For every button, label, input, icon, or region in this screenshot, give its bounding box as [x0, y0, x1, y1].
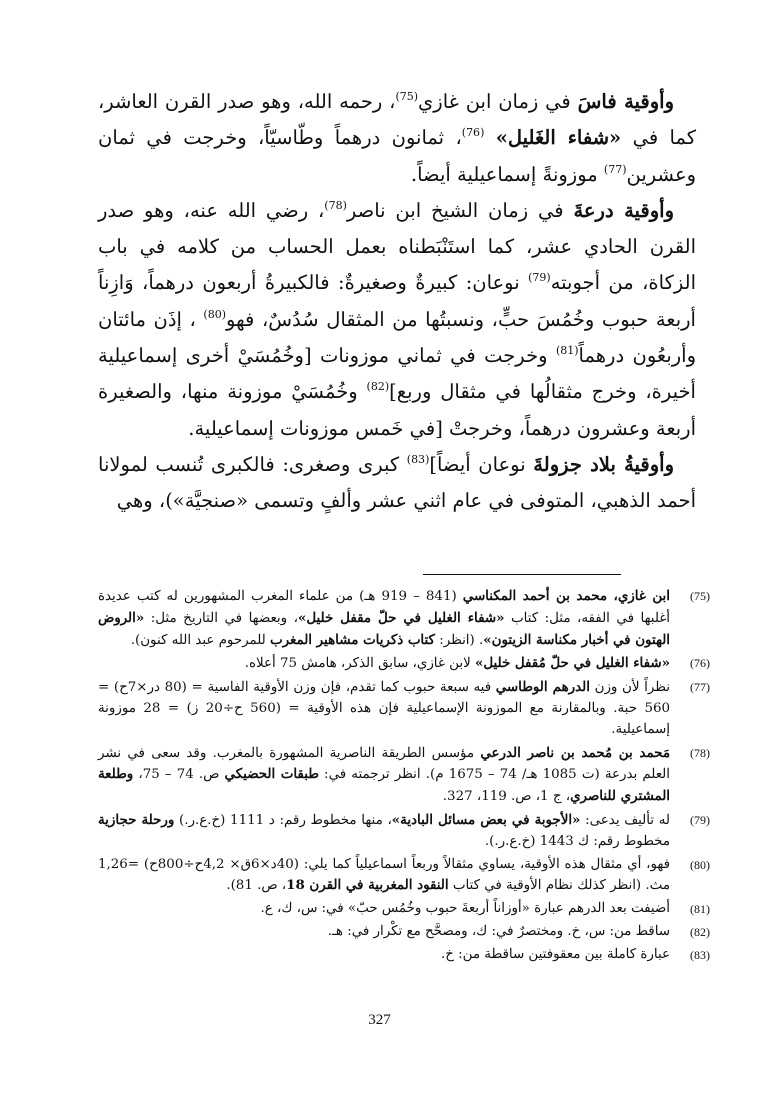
text-run: كبرى وصغرى: فالكبرى تُنسب لمولانا أحمد الذهبي، المتوفى في عام اثني عشر وألفٍ وتسمى «صنجيَّة»)، وهي	[98, 452, 696, 513]
bold-term: الدرهم الوطاسي	[495, 679, 590, 696]
footnote	[98, 899, 710, 920]
text-run: مؤسس الطريقة الناصرية المشهورة بالمغرب. وقد سعى في نشر العلم بدرعة (ت 1085 هـ/ 74 – 1675 م). انظر ترجمته في:	[98, 745, 670, 783]
footnote-number: (75)	[690, 589, 710, 603]
footnote-separator	[423, 574, 621, 575]
footnote-number: (80)	[690, 857, 710, 872]
text-run: نظراً لأن وزن	[589, 680, 671, 696]
paragraph	[98, 193, 696, 447]
text-run: ص. 74 – 75،	[133, 767, 225, 783]
text-run: لابن غازي، سابق الذكر، هامش 75 أعلاه.	[244, 656, 475, 672]
footnote-text	[98, 945, 670, 966]
bold-term: مَحمد بن مُحمد بن ناصر الدرعي	[480, 744, 670, 761]
footnote	[98, 855, 710, 898]
footnote-ref[interactable]: (83)	[406, 452, 430, 466]
footnote	[98, 810, 710, 853]
bold-term: «شفاء الغليل في حلّ مقفل خليل»	[297, 609, 505, 626]
text-run: ، رحمه الله، وهو صدر القرن العاشر، كما في	[98, 90, 697, 150]
bold-term: ابن غازي، محمد بن أحمد المكناسي	[462, 588, 671, 604]
footnote-number: (82)	[690, 924, 710, 939]
bold-term: «الروض الهتون في أخبار مكناسة الزيتون»	[98, 609, 670, 648]
text-run	[484, 126, 495, 149]
bold-term: «شفاء الغَليل»	[495, 126, 622, 150]
footnote-text	[98, 677, 670, 740]
text-run: عبارة كاملة بين معقوفتين ساقطة من: خ.	[441, 946, 670, 962]
footnote-ref[interactable]: (82)	[366, 380, 390, 394]
text-run: ، منها مخطوط رقم: د 1111 (خ.ع.ر.)	[174, 812, 392, 828]
text-run: ساقط من: س، خ. ومختصرٌ في: ك، ومصحَّح مع تكْرار في: هـ.	[327, 923, 670, 939]
text-run: له تأليف يدعى:	[580, 812, 670, 828]
bold-term: وطلعة المشتري للناصري	[98, 766, 670, 805]
text-run: نوعان: كبيرةٌ وصغيرةٌ: فالكبيرةُ أربعون درهماً، وَازِناً أربعة حبوب وخُمُسَ حبٍّ، ونسبتُها من المثقال سُدُسٌ، فهو	[98, 271, 696, 331]
text-run: في زمان ابن غازي	[418, 90, 578, 113]
bold-term: النقود المغربية في القرن 18	[286, 877, 449, 894]
text-run: ، وبعضها في التاريخ مثل:	[144, 610, 298, 626]
footnote	[98, 653, 710, 675]
footnote	[98, 945, 710, 966]
footnote-number: (79)	[690, 812, 710, 827]
text-run: أضيفت بعد الدرهم عبارة «أوزاناً أربعةَ حبوب وخُمُس حبّ» في: س، ك، ع.	[260, 901, 670, 917]
bold-term: كتاب ذكريات مشاهير المغرب	[270, 631, 435, 648]
paragraph	[98, 447, 696, 520]
bold-term: «الأجوبة في بعض مسائل البادية»	[391, 811, 581, 828]
text-run: ، إذَن مائتان وأربعُون درهماً	[98, 307, 697, 368]
text-run: فهو، أي مثقال هذه الأوقية، يساوي مثقالاً وربعاً اسماعيلياً كما يلي: (40د×6ق× 4,2ح÷800ح) =1,26 مث. (انظر كذلك نظام الأوقية في كتاب	[98, 856, 670, 894]
text-run: ، ص. 81).	[226, 878, 287, 894]
footnote-ref[interactable]: (77)	[603, 162, 627, 176]
footnote-text	[98, 810, 670, 853]
page-number: 327	[368, 1012, 391, 1028]
text-run: فيه سبعة حبوب كما تقدم، فإن وزن الأوقية الفاسية = (80 در×7ح) = 560 حبة. وبالمقارنة مع الموزونة الإسماعيلية فإن هذه الأوقية = (560 ح÷20 ز) = 28 موزونة إسماعيلية.	[98, 680, 671, 737]
text-run: للمرحوم عبد الله كنون).	[130, 632, 271, 648]
bold-term: وأوقيةُ بلاد جزولةَ	[533, 452, 674, 476]
bold-term: وأوقية فاسَ	[577, 90, 674, 113]
paragraph	[98, 84, 696, 193]
text-run: وخُمُسَيْ موزونة منها، والصغيرة أربعة وعشرون درهماً، وخرجتْ [في خَمس موزونات إسماعيلية.	[98, 380, 696, 440]
footnote-number: (81)	[690, 902, 710, 917]
footnote-number: (83)	[690, 947, 710, 962]
footnote-text	[98, 855, 670, 898]
footnote-text	[98, 922, 670, 943]
text-run: نوعان أيضاً]	[429, 452, 534, 476]
footnote-ref[interactable]: (80)	[203, 307, 226, 321]
text-run: وخرجت في ثماني موزونات [وخُمُسَيْ أخرى إسماعيلية أخيرة، وخرج مثقالُها في مثقال وربع]	[98, 344, 696, 404]
text-run: ، ثمانون درهماً وطّاسيّاً، وخرجت في ثمان وعشرين	[98, 126, 696, 186]
footnote-ref[interactable]: (81)	[555, 344, 579, 358]
bold-term: وأوقية درعةَ	[573, 198, 674, 222]
footnotes	[98, 586, 710, 968]
footnote	[98, 922, 710, 943]
bold-term: «شفاء الغليل في حلّ مُقفل خليل»	[474, 655, 670, 672]
text-run: ، ج 1، ص. 119، 327.	[442, 789, 571, 805]
main-text	[98, 84, 696, 520]
text-run: . (انظر:	[434, 632, 484, 648]
bold-term: ورحلة حجازية	[98, 811, 175, 828]
footnote	[98, 743, 710, 808]
text-run: مخطوط رقم: ك 1443 (خ.ع.ر.).	[484, 833, 670, 849]
bold-term: طبقات الحضيكي	[224, 766, 319, 783]
footnote-ref[interactable]: (79)	[528, 271, 551, 285]
footnote	[98, 586, 710, 651]
footnote-number: (76)	[690, 656, 710, 671]
text-run: ، رضي الله عنه، وهو صدر القرن الحادي عشر، كما استَنْبَطناه بعمل الحساب من كلامه في باب الزكاة، من أجوبته	[98, 198, 696, 295]
footnote-text	[98, 743, 670, 808]
footnote-number: (78)	[690, 745, 710, 760]
text-run: موزونةً إسماعيلية أيضاً.	[410, 162, 604, 186]
footnote-text	[98, 586, 670, 651]
text-run: في زمان الشيخ ابن ناصر	[346, 198, 574, 222]
footnote-text	[98, 653, 670, 675]
footnote-number: (77)	[690, 680, 710, 695]
footnote-ref[interactable]: (78)	[324, 198, 347, 212]
footnote-ref[interactable]: (75)	[395, 90, 419, 103]
text-run: (841 – 919 هـ) من علماء المغرب المشهورين له كتب عديدة أغلبها في الفقه، مثل: كتاب	[98, 589, 670, 626]
footnote-ref[interactable]: (76)	[461, 126, 485, 140]
footnote-text	[98, 899, 670, 920]
footnote	[98, 677, 710, 740]
